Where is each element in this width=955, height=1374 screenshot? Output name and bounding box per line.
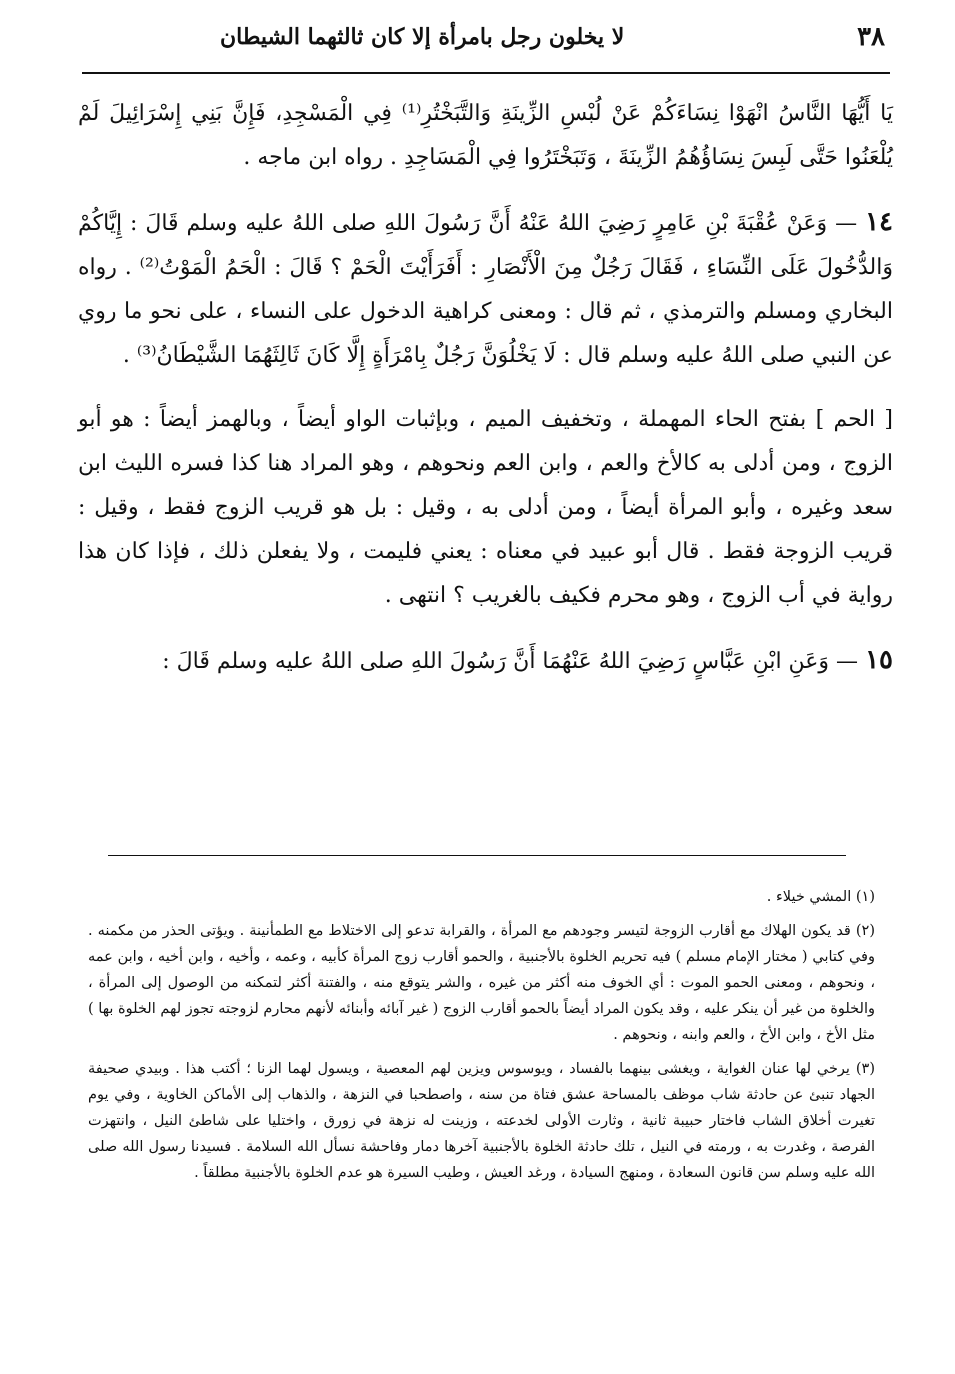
running-title: لا يخلون رجل بامرأة إلا كان ثالثهما الشيطان (220, 24, 625, 50)
hadith-14 (78, 200, 893, 378)
hadith-number: ١٤ (865, 207, 893, 237)
hadith-13-continuation: يَا أَيُّهَا النَّاسُ انْهَوْا نِسَاءَكُمْ عَنْ لُبْسِ الزِّينَةِ وَالتَّبَخْتُرِ⁽¹⁾ فِي الْمَسْجِدِ، فَإِنَّ بَنِي إِسْرَائِيلَ لَمْ يُلْعَنُوا حَتَّى لَبِسَ نِسَاؤُهُمُ الزِّينَةَ ، وَتَبَخْتَرُوا فِي الْمَسَاجِدِ . رواه ابن ماجه . (78, 101, 893, 170)
footnote-mark: (٢) (855, 923, 875, 939)
footnote-rule (108, 855, 846, 856)
hadith-number: ١٥ (865, 645, 893, 675)
hadith-text: — وَعَنِ ابْنِ عَبَّاسٍ رَضِيَ اللهُ عَنْهُمَا أَنَّ رَسُولَ اللهِ صلى اللهُ عليه وسلم قَالَ : (162, 649, 859, 674)
hadith-text: — وَعَنْ عُقْبَةَ بْنِ عَامِرٍ رَضِيَ اللهُ عَنْهُ أَنَّ رَسُولَ اللهِ صلى اللهُ عليه وسلم قَالَ : إِيَّاكُمْ وَالدُّخُولَ عَلَى النِّسَاءِ ، فَقَالَ رَجُلٌ مِنَ الْأَنْصَارِ : أَفَرَأَيْتَ الْحَمْ ؟ قَالَ : الْحَمُ الْمَوْتُ⁽²⁾ . رواه البخاري ومسلم والترمذي ، ثم قال : ومعنى كراهية الدخول على النساء ، على نحو ما روي عن النبي صلى اللهُ عليه وسلم قال : لَا يَخْلُوَنَّ رَجُلٌ بِامْرَأَةٍ إِلَّا كَانَ ثَالِثَهُمَا الشَّيْطَانُ⁽³⁾ . (78, 211, 893, 368)
page-number: ٣٨ (857, 22, 885, 52)
page-header (90, 20, 885, 64)
footnote-2 (88, 918, 875, 1048)
footnote-text: يرخي لها عنان الغواية ، ويغشى بينهما بالفساد ، ويوسوس ويزين لهم المعصية ، ويسول لهما الزنا ؛ أكتب هذا . وبيدي صحيفة الجهاد تنبئ عن حادثة شاب موظف بالمساحة عشق فتاة من سنه ، واصطحبا في النزهة ، والذهاب إلى الأماكن الخاوية ، وفي يوم تغيرت أخلاق الشاب فاختار حبيبة ثانية ، وثارت الأولى لخدعته ، وزينت له نزهة في زورق ، واختليا على شاطئ النيل ، وانتهزت الفرصة ، وغدرت به ، ورمته في النيل ، تلك حادثة الخلوة بالأجنبية آخرها دمار وفاحشة نسأل الله السلامة . فسيدنا رسول الله صلى الله عليه وسلم سن قانون السعادة ، ومنهج السيادة ، ورغد العيش ، وطيب السيرة هو عدم الخلوة بالأجنبية مطلقاً . (88, 1061, 875, 1181)
footnote-text: المشي خيلاء . (766, 889, 852, 905)
footnotes (88, 884, 875, 1194)
footnote-mark: (٣) (855, 1061, 875, 1077)
footnote-text: قد يكون الهلاك مع أقارب الزوجة لتيسر وجودهم مع المرأة ، والقرابة تدعو إلى الاختلاط مع الطمأنينة . ويؤتى الحذر من مكمنه . وفي كتابي ( مختار الإمام مسلم ) فيه تحريم الخلوة بالأجنبية ، والحمو أقارب زوج المرأة كأبيه ، وعمه ، وأخيه ، وابن أخيه ، وابن عمه ، ونحوهم ، ومعنى الحمو الموت : أي الخوف منه أكثر من غيره ، والشر يتوقع منه ، والفتنة أكثر لتمكنه من الوصول إلى المرأة ، والخلوة من غير أن ينكر عليه ، وقد يكون المراد أيضاً بالحمو أقارب الزوج ( غير آبائه وأبنائه لأنهم محارم لزوجته تجوز لهم الخلوة بها ) مثل الأخ ، وابن الأخ ، والعم وابنه ، ونحوهم . (88, 923, 875, 1043)
header-rule (82, 72, 890, 74)
main-text (78, 92, 893, 684)
commentary-paragraph: [ الحم ] بفتح الحاء المهملة ، وتخفيف الميم ، وبإثبات الواو أيضاً ، وبالهمز أيضاً : هو أبو الزوج ، ومن أدلى به كالأخ والعم ، وابن العم ونحوهم ، وهو المراد هنا كذا فسره الليث ابن سعد وغيره ، وأبو المرأة أيضاً ، ومن أدلى به ، وقيل : بل هو قريب الزوج فقط ، وقيل : قريب الزوجة فقط . قال أبو عبيد في معناه : يعني فليمت ، ولا يفعلن ذلك ، فإذا كان هذا رواية في أب الزوج ، وهو محرم فكيف بالغريب ؟ انتهى . (78, 407, 893, 608)
hadith-15 (78, 638, 893, 684)
footnote-1 (88, 884, 875, 910)
footnote-3 (88, 1056, 875, 1186)
footnote-mark: (١) (855, 889, 875, 905)
